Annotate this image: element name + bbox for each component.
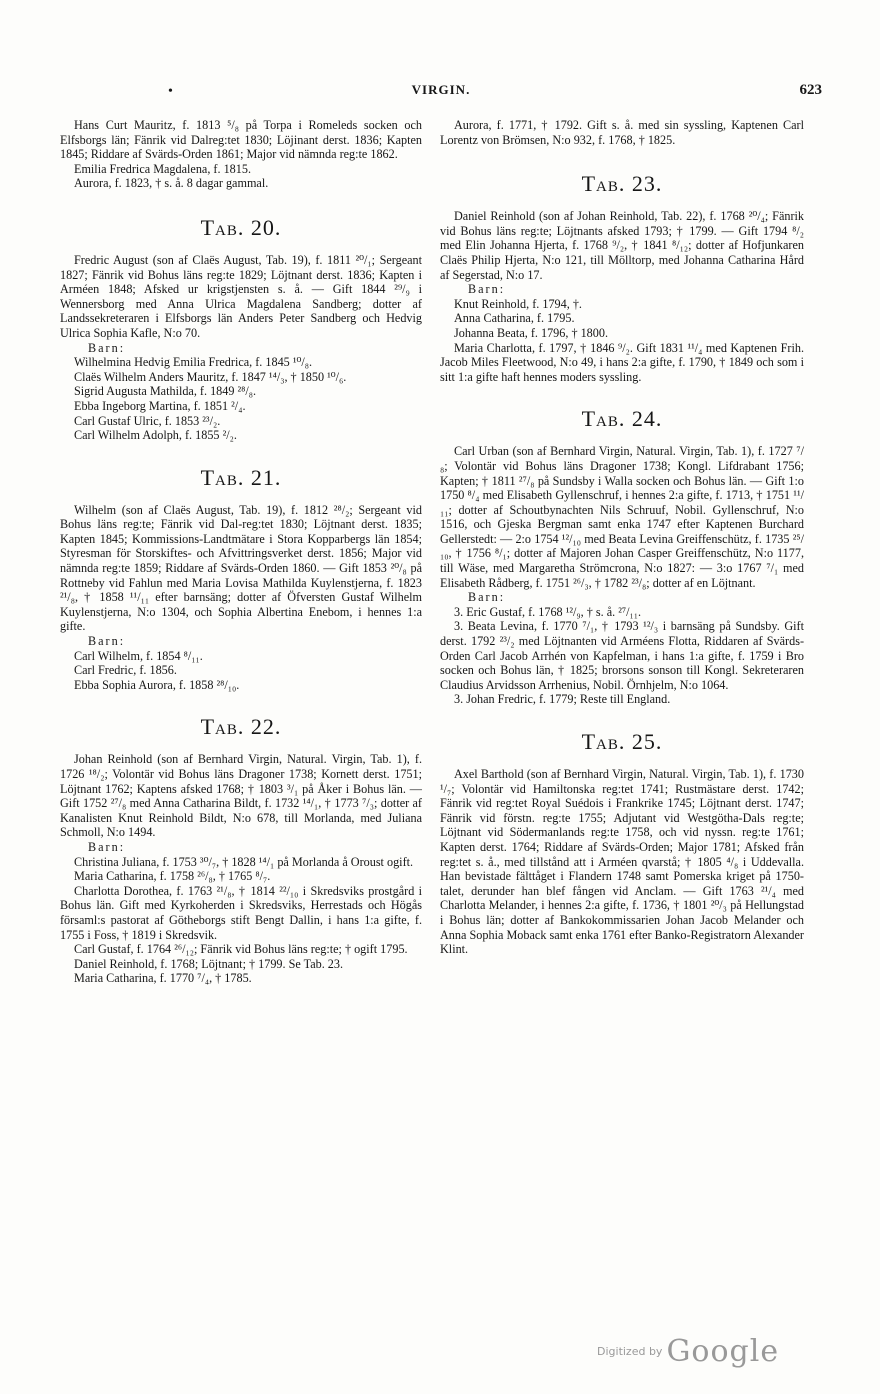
genealogy-entry: Hans Curt Mauritz, f. 1813 ⁵/₈ på Torpa i Romeleds socken och Elfsborgs län; Fänrik vid Dalreg:tet 1830; Löjinant derst. 1836; Kapten 1845; Riddare af Svärds-Orden 1861; Major vid nämnda reg:te 1862. xyxy=(60,118,422,162)
watermark-prefix: Digitized by xyxy=(597,1345,663,1358)
watermark-brand: Google xyxy=(666,1334,780,1369)
genealogy-entry: Carl Gustaf Ulric, f. 1853 ²³/₂. xyxy=(74,413,221,428)
table-heading: Tab. 24. xyxy=(581,406,663,432)
genealogy-entry: Carl Wilhelm Adolph, f. 1855 ²/₂. xyxy=(74,428,237,443)
genealogy-entry: Maria Catharina, f. 1758 ²⁶/₈, † 1765 ⁸/₇. xyxy=(74,869,271,884)
children-label: Barn: xyxy=(468,282,506,297)
header-dot: • xyxy=(168,84,173,99)
genealogy-entry: Carl Fredric, f. 1856. xyxy=(74,663,177,678)
genealogy-entry: Aurora, f. 1823, † s. å. 8 dagar gammal. xyxy=(74,176,269,191)
genealogy-entry: Daniel Reinhold, f. 1768; Löjtnant; † 1799. Se Tab. 23. xyxy=(74,956,344,971)
genealogy-entry: Ebba Ingeborg Martina, f. 1851 ²/₄. xyxy=(74,398,246,413)
page-number: 623 xyxy=(799,82,822,98)
genealogy-entry: Johan Reinhold (son af Bernhard Virgin, Natural. Virgin, Tab. 1), f. 1726 ¹⁸/₂; Volontär vid Bohus läns Dragoner 1738; Kornett derst. 1751; Löjtnant 1762; Kaptens afsked 1768; † 1803 ³/₁ på Åker i Bohus län. — Gift 1752 ²⁷/₈ med Anna Catharina Bildt, f. 1732 ¹⁴/₁, † 1773 ⁷/₃; dotter af Kanalisten Knut Reinhold Bildt, N:o 678, till Morlanda, med Juliana Schmoll, N:o 1494. xyxy=(60,752,422,840)
children-label: Barn: xyxy=(88,839,126,854)
genealogy-entry: 3. Johan Fredric, f. 1779; Reste till England. xyxy=(454,692,671,707)
genealogy-entry: Maria Catharina, f. 1770 ⁷/₄, † 1785. xyxy=(74,971,252,986)
genealogy-entry: Knut Reinhold, f. 1794, †. xyxy=(454,296,582,311)
table-heading: Tab. 22. xyxy=(200,714,282,740)
genealogy-entry: Carl Gustaf, f. 1764 ²⁶/₁₂; Fänrik vid Bohus läns reg:te; † ogift 1795. xyxy=(74,942,408,957)
genealogy-entry: 3. Eric Gustaf, f. 1768 ¹²/₉, † s. å. ²⁷/₁₁. xyxy=(454,604,642,619)
digitized-watermark xyxy=(597,1334,779,1369)
genealogy-entry: Charlotta Dorothea, f. 1763 ²¹/₈, † 1814 ²²/₁₀ i Skredsviks prostgård i Bohus län. Gift med Kyrkoherden i Skredsviks, Herrestads och Högås församl:s pastorat af Götheborgs stift Bengt Dallin, i hans 1:a gifte, f. 1755 i Foss, † 1819 i Skredsvik. xyxy=(60,883,422,942)
table-heading: Tab. 20. xyxy=(200,214,282,240)
children-label: Barn: xyxy=(88,340,126,355)
table-heading: Tab. 21. xyxy=(200,464,282,490)
genealogy-entry: Johanna Beata, f. 1796, † 1800. xyxy=(454,325,609,340)
genealogy-entry: Wilhelmina Hedvig Emilia Fredrica, f. 1845 ¹⁰/₈. xyxy=(74,355,313,370)
genealogy-entry: Daniel Reinhold (son af Johan Reinhold, Tab. 22), f. 1768 ²⁰/₄; Fänrik vid Bohus läns reg:te; Löjtnants afsked 1793; † 1799. — Gift 1794 ⁸/₂ med Elin Johanna Hjerta, f. 1768 ⁹/₂, † 1841 ⁸/₁₂; dotter af Hofjunkaren Claës Philip Hjerta, N:o 121, till Mölltorp, med Johanna Catharina Hård af Segerstad, N:o 17. xyxy=(440,209,804,282)
genealogy-entry: Wilhelm (son af Claës August, Tab. 19), f. 1812 ²⁸/₂; Sergeant vid Bohus läns reg:te; Fänrik vid Dal-reg:tet 1830; Löjtnant derst. 1835; Kapten 1845; Kommissions-Landtmätare i Stora Kopparbergs län 1854; Styresman för Storskiftes- och Afvittringsverket derst. 1856; Major vid nämnda reg:te 1859; Riddare af Svärds-Orden 1860. — Gift 1853 ²⁰/₈ på Rottneby vid Fahlun med Maria Lovisa Mathilda Kuylenstjerna, f. 1823 ²¹/₈, † 1858 ¹¹/₁₁ efter barnsäng; dotter af Öfversten Gustaf Wilhelm Kuylenstjerna, N:o 1304, och Sophia Albertina Enebom, i hennes 1:a gifte. xyxy=(60,502,422,634)
running-title: VIRGIN. xyxy=(411,82,471,97)
right-column xyxy=(440,118,804,957)
left-column xyxy=(60,118,422,986)
table-heading: Tab. 23. xyxy=(581,171,663,197)
genealogy-entry: Fredric August (son af Claës August, Tab. 19), f. 1811 ²⁰/₁; Sergeant 1827; Fänrik vid Bohus läns reg:te 1829; Löjtnant derst. 1836; Kapten i Arméen 1848; Afsked ur krigstjensten s. å. — Gift 1844 ²⁹/₉ i Wennersborg med Anna Ulrica Magdalena Sandberg; dotter af Landssekreteraren i Elfsborgs län Anders Peter Sandberg och Hedvig Ulrica Sophia Kafle, N:o 70. xyxy=(60,252,422,340)
genealogy-entry: Anna Catharina, f. 1795. xyxy=(454,311,575,326)
genealogy-entry: Christina Juliana, f. 1753 ³⁰/₇, † 1828 ¹⁴/₁ på Morlanda å Oroust ogift. xyxy=(74,854,414,869)
running-header xyxy=(60,82,822,104)
genealogy-entry: Carl Urban (son af Bernhard Virgin, Natural. Virgin, Tab. 1), f. 1727 ⁷/₈; Volontär vid Bohus läns Dragoner 1738; Kongl. Lifdrabant 1756; Kapten; † 1811 ²⁷/₈ på Sundsby i Walla socken och Bohus län. — Gift 1:o 1750 ⁸/₄ med Elisabeth Gyllenschruf, i hennes 2:a gifte, f. 1713, † 1751 ¹¹/₁₁; dotter af Schoutbynachten Nils Schruuf, Nobil. Gyllenschruf, N:o 1516, och Gjeska Bergman samt enka 1747 efter Kaptenen Burchard Gellerstedt: — 2:o 1754 ¹²/₁₀ med Beata Levina Greiffenschütz, f. 1735 ²⁵/₁₀, † 1756 ⁸/₁; dotter af Majoren Johan Casper Greiffenschütz, N:o 1177, till Wäse, med Margaretha Strömcrona, N:o 1827: — 3:o 1767 ⁷/₁ med Elisabeth Rådberg, f. 1751 ²⁶/₃, † 1782 ²³/₈; dotter af en Löjtnant. xyxy=(440,444,804,590)
genealogy-entry: Emilia Fredrica Magdalena, f. 1815. xyxy=(74,161,251,176)
table-heading: Tab. 25. xyxy=(581,729,663,754)
genealogy-entry: Sigrid Augusta Mathilda, f. 1849 ²⁸/₈. xyxy=(74,384,257,399)
genealogy-entry: Carl Wilhelm, f. 1854 ⁸/₁₁. xyxy=(74,648,203,663)
children-label: Barn: xyxy=(88,634,126,649)
genealogy-entry: Aurora, f. 1771, † 1792. Gift s. å. med sin syssling, Kaptenen Carl Lorentz von Brömsen, N:o 932, f. 1768, † 1825. xyxy=(440,118,804,147)
genealogy-entry: Maria Charlotta, f. 1797, † 1846 ⁹/₂. Gift 1831 ¹¹/₄ med Kaptenen Frih. Jacob Miles Fleetwood, N:o 49, i hans 2:a gifte, f. 1790, † 1849 och som i sitt 1:a gifte haft hennes moders syssling. xyxy=(440,340,804,384)
children-label: Barn: xyxy=(468,590,506,605)
genealogy-entry: Ebba Sophia Aurora, f. 1858 ²⁸/₁₀. xyxy=(74,677,240,692)
genealogy-entry: 3. Beata Levina, f. 1770 ⁷/₁, † 1793 ¹²/₃ i barnsäng på Sundsby. Gift derst. 1792 ²³/₂ med Löjtnanten vid Arméens Flotta, Riddaren af Svärds-Orden Carl Jacob Arrhén von Kapfelman, i hans 1:a gifte, f. 1759 i Bro socken och Bohus län, † 1825; brorsons sonson till Kongl. Sekreteraren Claudius Arvidsson Arrhenius, Nobil. Örnhjelm, N:o 1064. xyxy=(440,619,804,692)
genealogy-entry: Claës Wilhelm Anders Mauritz, f. 1847 ¹⁴/₃, † 1850 ¹⁰/₆. xyxy=(74,369,347,384)
genealogy-entry: Axel Barthold (son af Bernhard Virgin, Natural. Virgin, Tab. 1), f. 1730 ¹/₇; Volontär vid Hamiltonska reg:tet 1741; Rustmästare derst. 1742; Fänrik vid reg:tet Royal Suédois i Frankrike 1745; Löjtnant derst. 1747; Fänrik vid förstn. reg:te 1755; Adjutant vid Westgötha-Dals reg:te; Löjtnant vid Södermanlands reg:te 1758, och vid nyssn. reg:te 1761; Kapten derst. 1764; Riddare af Svärds-Orden; Major 1781; Afsked från reg:tet s. å., med tillstånd att i Arméen qvarstå; † 1805 ⁴/₈ i Uddevalla. Han bevistade fälttåget i Flandern 1748 samt Pomerska kriget på 1750-talet, derunder han blef fången vid Anclam. — Gift 1763 ²¹/₄ med Charlotta Melander, i hennes 2:a gifte, f. 1736, † 1801 ²⁰/₃ på Hellungstad i Bohus län; dotter af Bankokommissarien Johan Jacob Melander och Anna Sophia Moback samt enka 1761 efter Banko-Registratorn Alexander Klint. xyxy=(440,767,804,957)
